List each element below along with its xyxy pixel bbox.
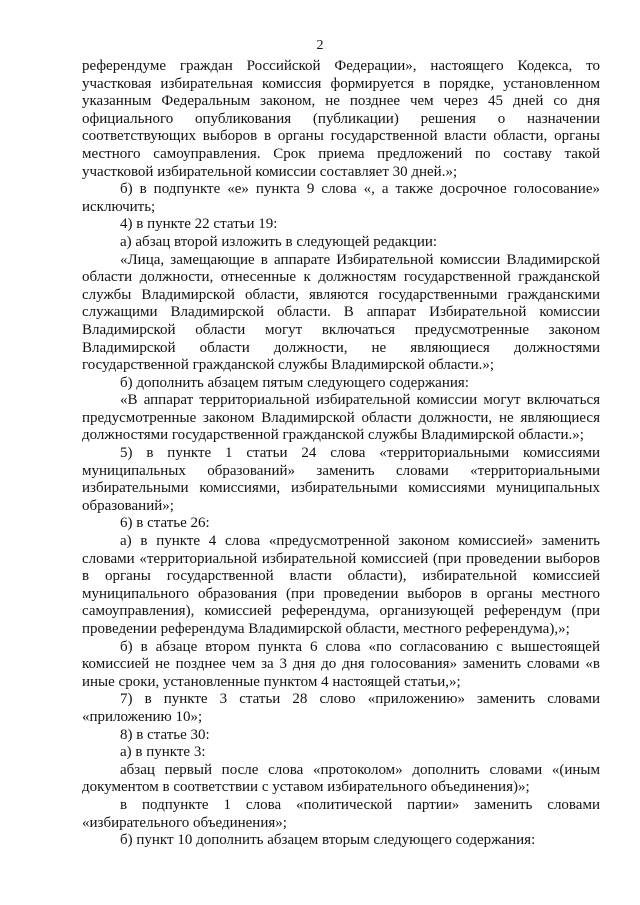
text-line: а) в пункте 3: <box>120 744 206 761</box>
text-line: указанным Федеральным законом, не позднее чем через 45 дней со дня <box>82 93 600 110</box>
page-number: 2 <box>316 38 324 53</box>
text-line: референдуме граждан Российской Федерации», настоящего Кодекса, то <box>82 58 600 74</box>
text-line: служащими Владимирской области. В аппарат Избирательной комиссии <box>82 304 600 321</box>
text-line: словами «территориальной избирательной комиссией (при проведении выборов <box>82 550 600 567</box>
text-line: участковая избирательная комиссия формируется в порядке, установленном <box>82 75 600 92</box>
text-line: б) в подпункте «е» пункта 9 слова «, а также досрочное голосование» <box>120 181 600 198</box>
text-line: области должности, отнесенные к должностям государственной гражданской <box>82 269 600 286</box>
text-line: «В аппарат территориальной избирательной комиссии могут включаться <box>120 392 600 409</box>
text-line: участковой избирательной комиссии составляет 30 дней.»; <box>82 163 458 180</box>
text-line: а) абзац второй изложить в следующей редакции: <box>120 233 438 250</box>
text-line: Владимирской области могут включаться предусмотренные законом <box>82 321 600 338</box>
text-line: предусмотренные законом Владимирской области должности, не являющиеся <box>82 409 600 426</box>
text-line: в подпункте 1 слова «политической партии» заменить словами <box>120 796 600 813</box>
text-line: самоуправления), комиссией референдума, организующей референдум (при <box>82 603 600 620</box>
text-line: 8) в статье 30: <box>120 726 210 743</box>
text-line: избирательными комиссиями, избирательными комиссиями муниципальных <box>82 480 600 497</box>
text-line: официального опубликования (публикации) решения о назначении <box>82 110 600 127</box>
text-line: 6) в статье 26: <box>120 515 210 532</box>
text-line: иные сроки, установленные пунктом 4 настоящей статьи,»; <box>82 673 461 690</box>
text-line: абзац первый после слова «протоколом» дополнить словами «(иным <box>120 761 600 778</box>
text-line: проведении референдума Владимирской области, местного референдума),»; <box>82 621 570 637</box>
text-line: б) пункт 10 дополнить абзацем вторым следующего содержания: <box>120 832 536 849</box>
text-line: «приложению 10»; <box>82 708 203 725</box>
text-line: местного самоуправления. Срок приема предложений по составу такой <box>82 145 600 162</box>
text-line: Владимирской области должности, не являющиеся должностями <box>82 339 600 356</box>
text-line: а) в пункте 4 слова «предусмотренной законом комиссией» заменить <box>120 533 600 550</box>
text-line: б) дополнить абзацем пятым следующего содержания: <box>120 374 469 391</box>
text-line: 5) в пункте 1 статьи 24 слова «территориальными комиссиями <box>120 445 600 462</box>
text-line: «Лица, замещающие в аппарате Избирательной комиссии Владимирской <box>120 251 600 268</box>
text-line: должностями государственной гражданской службы Владимирской области.»; <box>82 427 584 444</box>
text-line: документом в соответствии с уставом избирательного объединения)»; <box>82 779 530 796</box>
text-line: муниципальных образований» заменить словами «территориальными <box>82 462 600 479</box>
document-body <box>82 58 600 850</box>
text-line: государственной гражданской службы Владимирской области.»; <box>82 357 495 374</box>
text-line: «избирательного объединения»; <box>82 814 287 831</box>
text-line: службы Владимирской области, являются государственными гражданскими <box>82 286 600 303</box>
text-line: комиссией не позднее чем за 3 дня до дня голосования» заменить словами «в <box>82 656 600 673</box>
text-line: образований»; <box>82 497 174 514</box>
text-line: исключить; <box>82 198 156 215</box>
text-line: муниципального образования (при проведении выборов в органы местного <box>82 585 600 602</box>
text-line: б) в абзаце втором пункта 6 слова «по согласованию с вышестоящей <box>120 638 600 655</box>
text-line: в органы государственной власти области), избирательной комиссией <box>82 568 600 585</box>
text-line: 4) в пункте 22 статьи 19: <box>120 216 278 233</box>
text-line: соответствующих выборов в органы государственной власти области, органы <box>82 128 600 145</box>
text-line: 7) в пункте 3 статьи 28 слово «приложению» заменить словами <box>120 691 600 708</box>
